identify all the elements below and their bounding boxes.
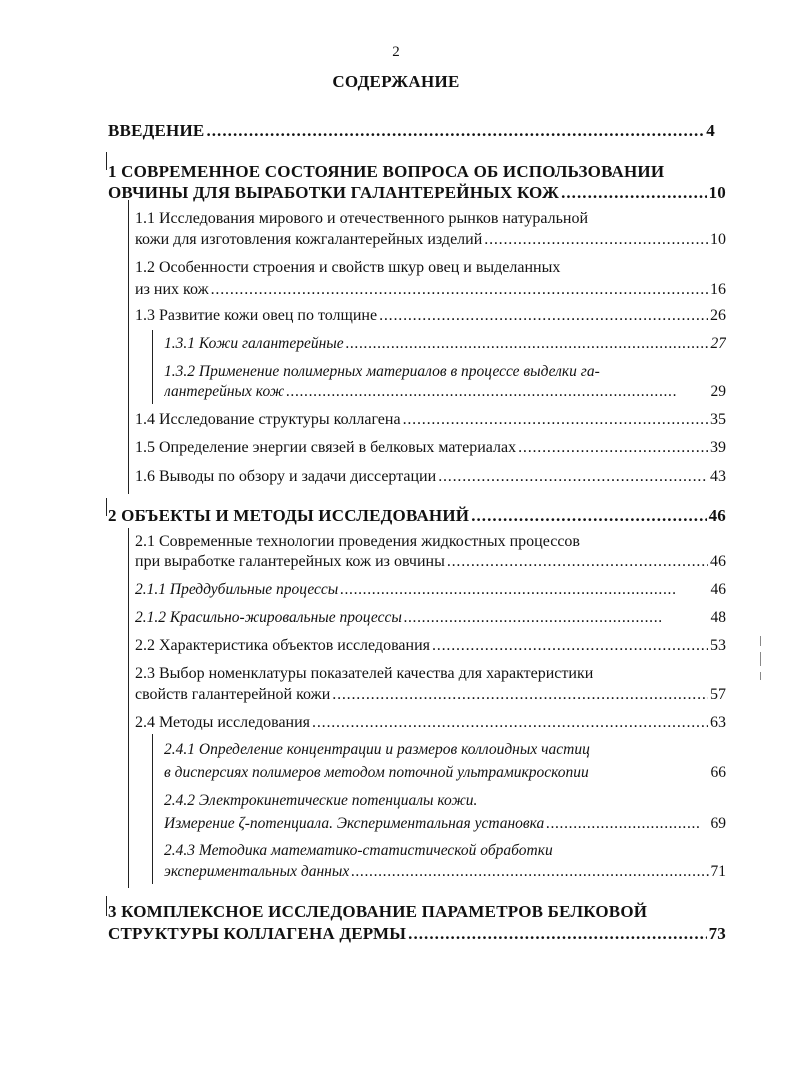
toc-entry-page: 10 xyxy=(708,183,726,202)
toc-entry-title: экспериментальных данных xyxy=(164,863,350,880)
toc-entry-title: СТРУКТУРЫ КОЛЛАГЕНА ДЕРМЫ xyxy=(108,924,407,943)
toc-entry-title: 1.6 Выводы по обзору и задачи диссертации xyxy=(135,468,437,485)
toc-entry-page: 57 xyxy=(710,686,726,703)
toc-entry-ch1-line1: 1 СОВРЕМЕННОЕ СОСТОЯНИЕ ВОПРОСА ОБ ИСПОЛЬЗОВАНИИ xyxy=(108,162,665,181)
toc-entry-1-6 xyxy=(135,467,726,487)
page-number: 2 xyxy=(392,44,400,60)
toc-entry-title: 1.3 Развитие кожи овец по толщине xyxy=(135,307,378,324)
toc-entry-ch3 xyxy=(108,924,726,944)
table-rule-left xyxy=(106,896,107,916)
toc-entry-page: 43 xyxy=(710,468,726,485)
toc-entry-title: ВВЕДЕНИЕ xyxy=(108,121,205,140)
toc-leader-dots xyxy=(346,334,709,354)
toc-entry-title: 2.2 Характеристика объектов исследования xyxy=(135,637,430,654)
toc-entry-title: кожи для изготовления кожгалантерейных изделий xyxy=(135,231,483,248)
scan-speck xyxy=(760,636,761,646)
toc-entry-ch3-line1: 3 КОМПЛЕКСНОЕ ИССЛЕДОВАНИЕ ПАРАМЕТРОВ БЕЛКОВОЙ xyxy=(108,902,648,921)
toc-entry-page: 26 xyxy=(710,307,726,324)
toc-entry-title: из них кож xyxy=(135,281,209,298)
toc-leader-dots xyxy=(211,280,708,300)
toc-leader-dots xyxy=(546,814,698,834)
table-rule-sub xyxy=(128,200,129,494)
toc-entry-title: 1.3.1 Кожи галантерейные xyxy=(164,335,344,352)
toc-entry-2-3-line1: 2.3 Выбор номенклатуры показателей качества для характеристики xyxy=(135,665,594,682)
toc-entry-page: 71 xyxy=(710,863,726,880)
toc-leader-dots xyxy=(471,506,706,526)
toc-entry-page: 4 xyxy=(706,121,715,140)
toc-entry-1-1-line1: 1.1 Исследования мирового и отечественного рынков натуральной xyxy=(135,210,589,227)
toc-entry-2-4-3 xyxy=(164,862,726,882)
toc-entry-page: 53 xyxy=(710,637,726,654)
toc-leader-dots xyxy=(332,685,708,705)
toc-entry-page: 39 xyxy=(710,439,726,456)
toc-entry-1-4 xyxy=(135,410,726,430)
toc-entry-page: 27 xyxy=(710,335,726,352)
toc-entry-2-4-3-line1: 2.4.3 Методика математико-статистической обработки xyxy=(164,842,553,859)
toc-entry-2-4 xyxy=(135,713,726,733)
toc-entry-2-4-1-line1: 2.4.1 Определение концентрации и размеров коллоидных частиц xyxy=(164,741,590,758)
contents-heading: СОДЕРЖАНИЕ xyxy=(332,72,460,91)
toc-entry-page: 35 xyxy=(710,411,726,428)
toc-entry-title: 2.1.2 Красильно-жировальные процессы xyxy=(135,609,402,626)
toc-leader-dots xyxy=(447,552,708,572)
toc-entry-page: 73 xyxy=(708,924,726,943)
toc-entry-title: 1.4 Исследование структуры коллагена xyxy=(135,411,401,428)
toc-entry-1-1 xyxy=(135,230,726,250)
toc-leader-dots xyxy=(518,438,708,458)
toc-entry-title: при выработке галантерейных кож из овчины xyxy=(135,553,445,570)
toc-entry-title: ОВЧИНЫ ДЛЯ ВЫРАБОТКИ ГАЛАНТЕРЕЙНЫХ КОЖ xyxy=(108,183,560,202)
toc-entry-ch2 xyxy=(108,506,726,526)
toc-entry-2-4-1 xyxy=(164,763,726,783)
toc-entry-2-3 xyxy=(135,685,726,705)
table-rule-subsub xyxy=(152,330,153,404)
toc-entry-page: 66 xyxy=(710,764,726,781)
toc-entry-2-1-1 xyxy=(135,580,726,600)
toc-leader-dots xyxy=(351,862,708,882)
toc-entry-1-5 xyxy=(135,438,726,458)
toc-entry-page: 46 xyxy=(710,581,726,598)
toc-entry-1-3-1 xyxy=(164,334,726,354)
scan-speck xyxy=(760,652,761,666)
table-rule-left xyxy=(106,498,107,516)
toc-leader-dots xyxy=(484,230,708,250)
scan-speck xyxy=(760,672,761,680)
toc-entry-1-3-2 xyxy=(164,382,726,402)
toc-entry-page: 46 xyxy=(708,506,726,525)
toc-leader-dots xyxy=(403,410,708,430)
toc-entry-page: 48 xyxy=(710,609,726,626)
table-rule-left xyxy=(106,152,107,170)
toc-leader-dots xyxy=(432,636,708,656)
toc-entry-title: лантерейных кож xyxy=(164,383,285,400)
toc-leader-dots xyxy=(561,183,707,203)
toc-leader-dots xyxy=(312,713,708,733)
toc-entry-title: 2 ОБЪЕКТЫ И МЕТОДЫ ИССЛЕДОВАНИЙ xyxy=(108,506,470,525)
toc-entry-1-3-2-line1: 1.3.2 Применение полимерных материалов в процессе выделки га- xyxy=(164,363,600,380)
toc-entry-ch1 xyxy=(108,183,726,203)
toc-entry-2-1-line1: 2.1 Современные технологии проведения жидкостных процессов xyxy=(135,533,580,550)
toc-leader-dots xyxy=(438,467,708,487)
toc-entry-2-2 xyxy=(135,636,726,656)
table-rule-subsub xyxy=(128,576,129,632)
toc-leader-dots xyxy=(379,306,708,326)
toc-entry-intro xyxy=(108,121,715,141)
toc-entry-page: 29 xyxy=(710,383,726,400)
toc-entry-page: 16 xyxy=(710,281,726,298)
toc-entry-1-2-line1: 1.2 Особенности строения и свойств шкур овец и выделанных xyxy=(135,259,561,276)
toc-leader-dots xyxy=(404,608,661,628)
toc-entry-page: 46 xyxy=(710,553,726,570)
toc-entry-page: 10 xyxy=(710,231,726,248)
toc-entry-title: в дисперсиях полимеров методом поточной ультрамикроскопии xyxy=(164,764,589,781)
toc-entry-title: свойств галантерейной кожи xyxy=(135,686,331,703)
toc-entry-title: 1.5 Определение энергии связей в белковых материалах xyxy=(135,439,517,456)
toc-entry-2-1 xyxy=(135,552,726,572)
toc-entry-2-4-2 xyxy=(164,814,726,834)
toc-entry-1-2 xyxy=(135,280,726,300)
toc-entry-2-4-2-line1: 2.4.2 Электрокинетические потенциалы кожи. xyxy=(164,792,478,809)
toc-leader-dots xyxy=(286,382,676,402)
toc-entry-page: 69 xyxy=(710,815,726,832)
table-rule-subsub xyxy=(152,734,153,884)
toc-leader-dots xyxy=(206,121,704,141)
toc-entry-title: 2.1.1 Преддубильные процессы xyxy=(135,581,339,598)
toc-entry-page: 63 xyxy=(710,714,726,731)
toc-leader-dots xyxy=(340,580,676,600)
toc-entry-1-3 xyxy=(135,306,726,326)
toc-entry-2-1-2 xyxy=(135,608,726,628)
toc-leader-dots xyxy=(408,924,706,944)
toc-entry-title: Измерение ζ-потенциала. Экспериментальная установка xyxy=(164,815,545,832)
toc-entry-title: 2.4 Методы исследования xyxy=(135,714,311,731)
